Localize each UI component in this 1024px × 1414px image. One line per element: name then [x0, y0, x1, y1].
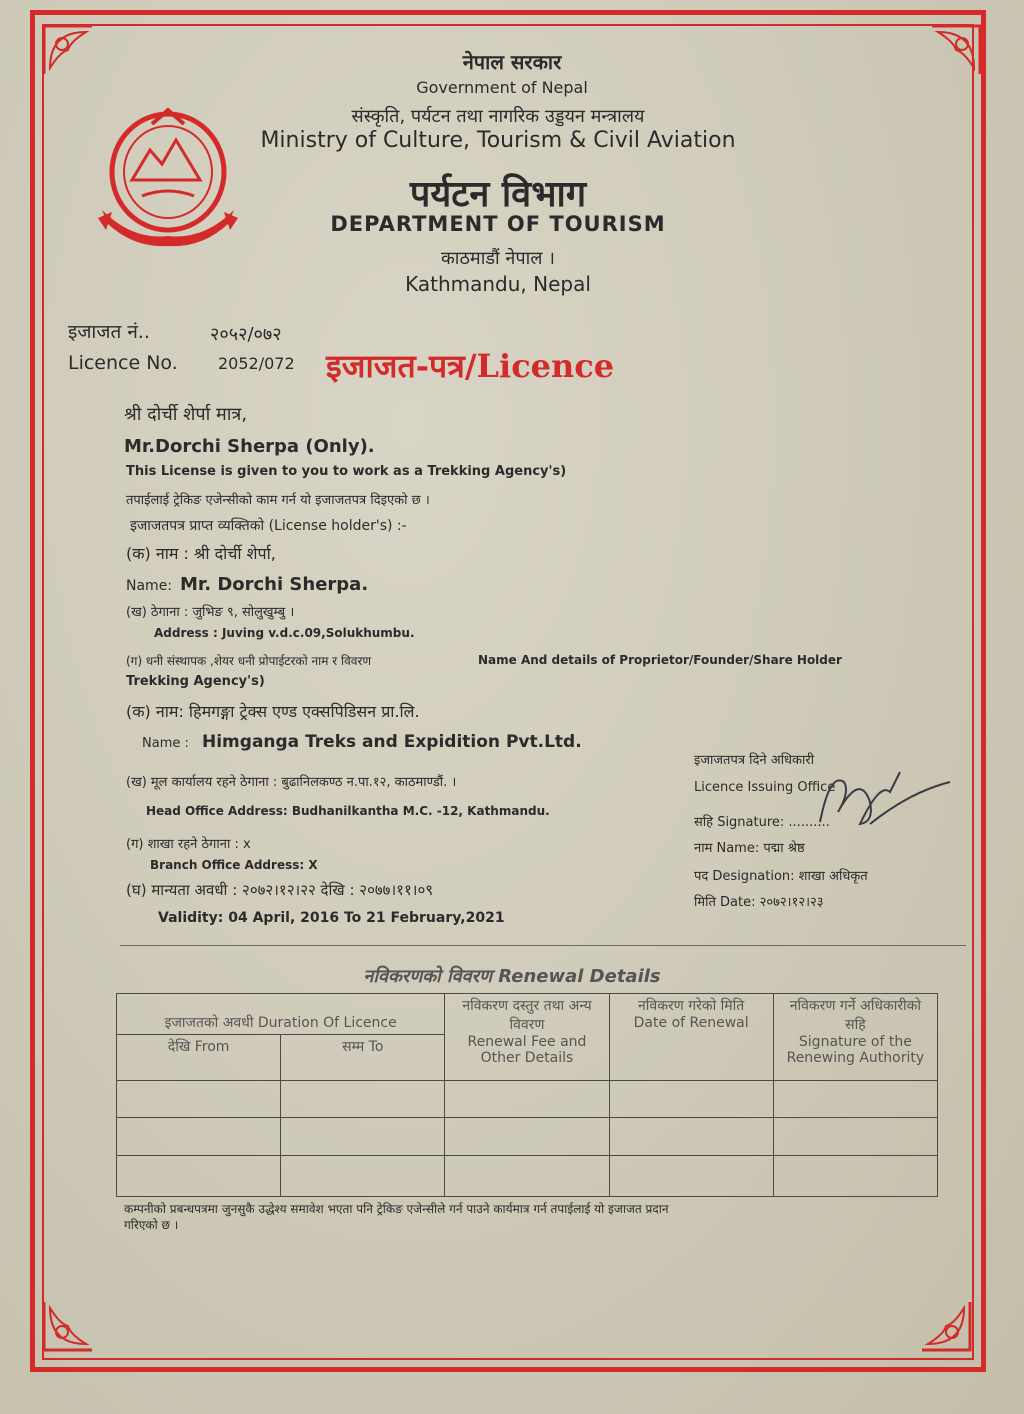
col-date-np: नविकरण गरेको मिति: [638, 998, 745, 1014]
validity-np: (घ) मान्यता अवधी : २०७२।१२।२२ देखि : २०७७।११।०९: [126, 881, 434, 899]
col-duration: [117, 994, 445, 1035]
dept-en: DEPARTMENT OF TOURISM: [330, 212, 666, 236]
renewal-table: [116, 993, 938, 1197]
city-en: Kathmandu, Nepal: [405, 272, 591, 296]
company-np: (क) नाम: हिमगङ्गा ट्रेक्स एण्ड एक्सपिडिसन प्रा.लि.: [126, 702, 420, 721]
company-en-value: Himganga Treks and Expidition Pvt.Ltd.: [202, 732, 582, 752]
col-duration-label: इजाजतको अवधी Duration Of Licence: [164, 1014, 397, 1031]
address-en: Address : Juving v.d.c.09,Solukhumbu.: [154, 626, 415, 640]
city-np: काठमाडौं नेपाल ।: [440, 248, 555, 269]
table-row: [117, 1156, 938, 1197]
branch-np: (ग) शाखा रहने ठेगाना : x: [126, 837, 251, 852]
ministry-en: Ministry of Culture, Tourism & Civil Aviation: [260, 128, 736, 153]
licence-title: इजाजत-पत्र/Licence: [326, 347, 615, 385]
renewal-title: नविकरणको विवरण Renewal Details: [363, 966, 661, 987]
corner-ornament-bottom-left: [40, 1298, 96, 1354]
table-row: [117, 1081, 938, 1118]
licence-no-value-en: 2052/072: [218, 354, 295, 373]
holder-np: श्री दोर्ची शेर्पा मात्र,: [124, 404, 248, 425]
corner-ornament-bottom-right: [918, 1298, 974, 1354]
issuer-date: मिति Date: २०७२।१२।२३: [694, 895, 824, 910]
issuer-signature: सहि Signature: ..........: [694, 815, 830, 830]
col-date-en: Date of Renewal: [633, 1015, 749, 1031]
given-np: तपाईलाई ट्रेकिङ एजेन्सीको काम गर्न यो इजाजतपत्र दिइएको छ ।: [126, 493, 430, 508]
col-from: देखि From: [117, 1034, 281, 1081]
col-sig-np: नविकरण गर्ने अधिकारीको सहि: [789, 998, 922, 1033]
head-office-np: (ख) मूल कार्यालय रहने ठेगाना : बुढानिलकण्ठ न.पा.१२, काठमाण्डौं. ।: [126, 775, 457, 790]
col-fee: [445, 994, 609, 1081]
proprietor-en-2: Trekking Agency's): [126, 674, 265, 689]
name-en-value: Mr. Dorchi Sherpa.: [180, 574, 369, 595]
ministry-np: संस्कृति, पर्यटन तथा नागरिक उड्डयन मन्त्रालय: [351, 106, 645, 127]
address-np: (ख) ठेगाना : जुभिङ ९, सोलुखुम्बु ।: [126, 605, 295, 620]
proprietor-np: (ग) धनी संस्थापक ,शेयर धनी प्रोपाईटरको नाम र विवरण: [126, 654, 372, 668]
issuer-designation: पद Designation: शाखा अधिकृत: [694, 869, 868, 884]
section-divider: [120, 945, 966, 946]
dept-np: पर्यटन विभाग: [409, 174, 587, 215]
footer-note-2: गरिएको छ ।: [124, 1218, 179, 1232]
issuer-name: नाम Name: पद्मा श्रेष्ठ: [694, 841, 805, 856]
head-office-en: Head Office Address: Budhanilkantha M.C. -12, Kathmandu.: [146, 804, 550, 818]
licence-no-value-np: २०५२/०७२: [210, 324, 282, 345]
col-date: [609, 994, 773, 1081]
holder-heading: इजाजतपत्र प्राप्त व्यक्तिको (License holder's) :-: [130, 518, 407, 534]
issuing-officer-en: Licence Issuing Office: [694, 780, 836, 795]
footer-note-1: कम्पनीको प्रबन्धपत्रमा जुनसुकै उद्धेश्य समावेश भएता पनि ट्रेकिङ एजेन्सीले गर्न पाउने कार्यमात्र गर्न तपाईलाई यो इजाजत प्रदान: [124, 1202, 669, 1216]
handwritten-signature: [800, 752, 960, 842]
gov-title-en: Government of Nepal: [416, 78, 588, 97]
issuing-officer-np: इजाजतपत्र दिने अधिकारी: [694, 753, 815, 768]
validity-en: Validity: 04 April, 2016 To 21 February,2021: [158, 910, 505, 926]
company-en-label: Name :: [142, 736, 189, 751]
name-np: (क) नाम : श्री दोर्ची शेर्पा,: [126, 544, 276, 563]
col-sig-en: Signature of the Renewing Authority: [786, 1034, 925, 1066]
col-signature: [773, 994, 937, 1081]
name-en-label: Name:: [126, 578, 173, 594]
table-row: [117, 1117, 938, 1156]
holder-en: Mr.Dorchi Sherpa (Only).: [124, 436, 375, 457]
licence-no-label-en: Licence No.: [68, 352, 178, 374]
gov-title-np: नेपाल सरकार: [462, 50, 562, 74]
given-en: This License is given to you to work as a Trekking Agency's): [126, 464, 567, 479]
col-fee-np: नविकरण दस्तुर तथा अन्य विवरण: [462, 998, 592, 1033]
proprietor-en: Name And details of Proprietor/Founder/Share Holder: [478, 653, 842, 667]
licence-no-label-np: इजाजत नं..: [68, 321, 150, 343]
col-to: सम्म To: [281, 1034, 445, 1081]
branch-en: Branch Office Address: X: [150, 858, 318, 872]
col-fee-en: Renewal Fee and Other Details: [467, 1034, 587, 1066]
